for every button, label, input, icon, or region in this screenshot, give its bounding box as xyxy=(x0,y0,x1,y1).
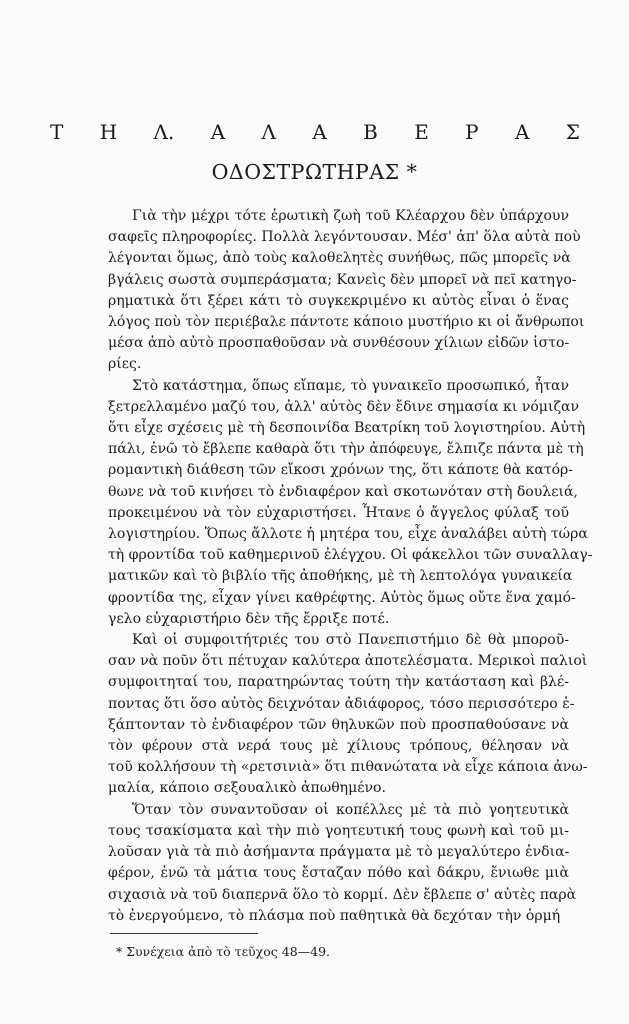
text-line: ρηματικὰ ὅτι ξέρει κάτι τὸ συγκεκριμένο κι αὐτὸς εἶναι ὁ ἕνας xyxy=(108,292,569,309)
text-line: φέρον, ἐνῶ τὰ μάτια τους ἔσταζαν πόθο καὶ δάκρυ, ἔνιωθε μιὰ xyxy=(108,865,569,882)
text-line: γελο εὐχαριστήριο δὲν τῆς ἔρριξε ποτέ. xyxy=(108,610,390,627)
text-line: σιχασιὰ νὰ τοῦ διαπερνᾶ ὅλο τὸ κορμί. Δὲν ἔβλεπε σ' αὐτὲς παρὰ xyxy=(108,886,577,903)
author-letter: Ε xyxy=(414,120,429,144)
author-letter: Η xyxy=(99,120,118,144)
text-line: τους τσακίσματα καὶ τὴν πιὸ γοητευτική τους φωνὴ καὶ τοῦ μι- xyxy=(108,822,569,839)
text-line: λόγος ποὺ τὸν περιέβαλε πάντοτε κάποιο μυστήριο κι οἱ ἄνθρωποι xyxy=(108,314,585,331)
author-letter: Α xyxy=(514,120,530,144)
text-line: πάλι, ἐνῶ τὸ ἔβλεπε καθαρὰ ὅτι τὴν ἀπόφευγε, ἔλπιζε πάντα μὲ τὴ xyxy=(108,441,584,458)
text-line: σαφεῖς πληροφορίες. Πολλὰ λεγόντουσαν. Μέσ' ἀπ' ὅλα αὐτὰ ποὺ xyxy=(108,229,581,246)
text-line: ξετρελλαμένο μαζύ του, ἀλλ' αὐτὸς δὲν ἔδινε σημασία κι νόμιζαν xyxy=(108,398,580,415)
footnote: * Συνέχεια ἀπὸ τὸ τεῦχος 48—49. xyxy=(116,944,331,959)
author-letter: Λ. xyxy=(153,120,175,144)
text-line: Ὅταν τὸν συναντοῦσαν οἱ κοπέλλες μὲ τὰ πιὸ γοητευτικὰ xyxy=(132,801,569,818)
paragraph xyxy=(108,376,593,630)
text-line: θωνε νὰ τοῦ κινήσει τὸ ἐνδιαφέρον καὶ σκοτωνόταν στὴ δουλειά, xyxy=(108,483,578,500)
text-line: Καὶ οἱ συμφοιτήτριές του στὸ Πανεπιστήμιο δὲ θὰ μποροῦ- xyxy=(132,632,569,649)
author-letter: Ρ xyxy=(465,120,479,144)
text-line: σαν νὰ ποῦν ὅτι πέτυχαν καλύτερα ἀποτελέσματα. Μερικοὶ παλιοὶ xyxy=(108,653,588,670)
text-line: Στὸ κατάστημα, ὅπως εἴπαμε, τὸ γυναικεῖο προσωπικό, ἦταν xyxy=(132,377,569,394)
author-letter: Σ xyxy=(565,120,580,144)
text-line: τοῦ κολλήσουν τὴ «ρετσινιὰ» ὅτι πιθανώτατα νὰ εἶχε κάποια ἀνω- xyxy=(108,759,588,776)
text-line: βγάλεις σωστὰ συμπεράσματα; Κανεὶς δὲν μπορεῖ νὰ πεῖ κατηγο- xyxy=(108,271,577,288)
body-text xyxy=(108,206,593,927)
text-line: λέγονται ὅμως, ἀπὸ τοὺς καλοθελητὲς συνήθως, πῶς μπορεῖς νὰ xyxy=(108,250,571,267)
text-line: ρίες. xyxy=(108,356,142,373)
text-line: ποντας ὅτι ὅσο αὐτὸς δειχνόταν ἀδιάφορος, τόσο περισσότερο ἐ- xyxy=(108,695,575,712)
text-line: ρομαντικὴ διάθεση τῶν εἴκοσι χρόνων της, ὅτι κάποτε θὰ κατόρ- xyxy=(108,462,574,479)
text-line: μέσα ἀπὸ αὐτὸ προσπαθοῦσαν νὰ συνθέσουν χίλιων εἰδῶν ἱστο- xyxy=(108,335,570,352)
text-line: τὴ φροντίδα τοῦ καθημερινοῦ ἐλέγχου. Οἱ φάκελλοι τῶν συναλλαγ- xyxy=(108,547,593,564)
author-letter: Α xyxy=(312,120,327,144)
author-letter: Α xyxy=(210,120,226,144)
text-line: τὸ ἐνεργούμενο, τὸ πλάσμα ποὺ παθητικὰ θὰ δεχόταν τὴν ὁρμή xyxy=(108,907,561,924)
text-line: φροντίδα της, εἶχαν γίνει καθρέφτης. Αὐτὸς ὅμως οὔτε ἕνα χαμό- xyxy=(108,589,576,606)
text-line: λοῦσαν γιὰ τὰ πιὸ ἀσήμαντα πράγματα μὲ τὸ μεγαλύτερο ἐνδια- xyxy=(108,844,570,861)
author-letter: Β xyxy=(363,120,378,144)
text-line: Γιὰ τὴν μέχρι τότε ἐρωτικὴ ζωὴ τοῦ Κλέαρχου δὲν ὑπάρχουν xyxy=(132,208,569,224)
paragraph xyxy=(108,630,588,800)
footnote-divider xyxy=(110,933,258,934)
text-line: ὅτι εἶχε σχέσεις μὲ τὴ δεσποινίδα Βεατρίκη τοῦ λογιστηρίου. Αὐτὴ xyxy=(108,420,586,437)
text-line: λογιστηρίου. Ὅπως ἄλλοτε ἡ μητέρα του, εἶχε ἀναλάβει αὐτὴ τώρα xyxy=(108,526,588,543)
author-name xyxy=(50,120,580,144)
author-letter: Λ xyxy=(261,120,276,144)
author-letter: Τ xyxy=(50,120,64,144)
text-line: μαλία, κάποιο σεξουαλικὸ ἀπωθημένο. xyxy=(108,780,386,797)
paragraph xyxy=(108,206,585,376)
text-line: ξάπτονταν τὸ ἐνδιαφέρον τῶν θηλυκῶν ποὺ προσπαθούσανε νὰ xyxy=(108,716,569,733)
chapter-title: ΟΔΟΣΤΡΩΤΗΡΑΣ * xyxy=(211,160,418,184)
text-line: προκειμένου νὰ τὸν εὐχαριστήσει. Ἦτανε ὁ ἄγγελος φύλαξ τοῦ xyxy=(108,504,569,521)
text-line: συμφοιτηταί του, παρατηρώντας τούτη τὴν κατάσταση καὶ βλέ- xyxy=(108,674,569,691)
text-line: τὸν φέρουν στὰ νερά τους μὲ χίλιους τρόπους, θέλησαν νὰ xyxy=(108,738,569,755)
paragraph xyxy=(108,800,577,927)
text-line: ματικῶν καὶ τὸ βιβλίο τῆς ἀποθήκης, μὲ τὴ λεπτολόγα γυναικεία xyxy=(108,568,573,585)
